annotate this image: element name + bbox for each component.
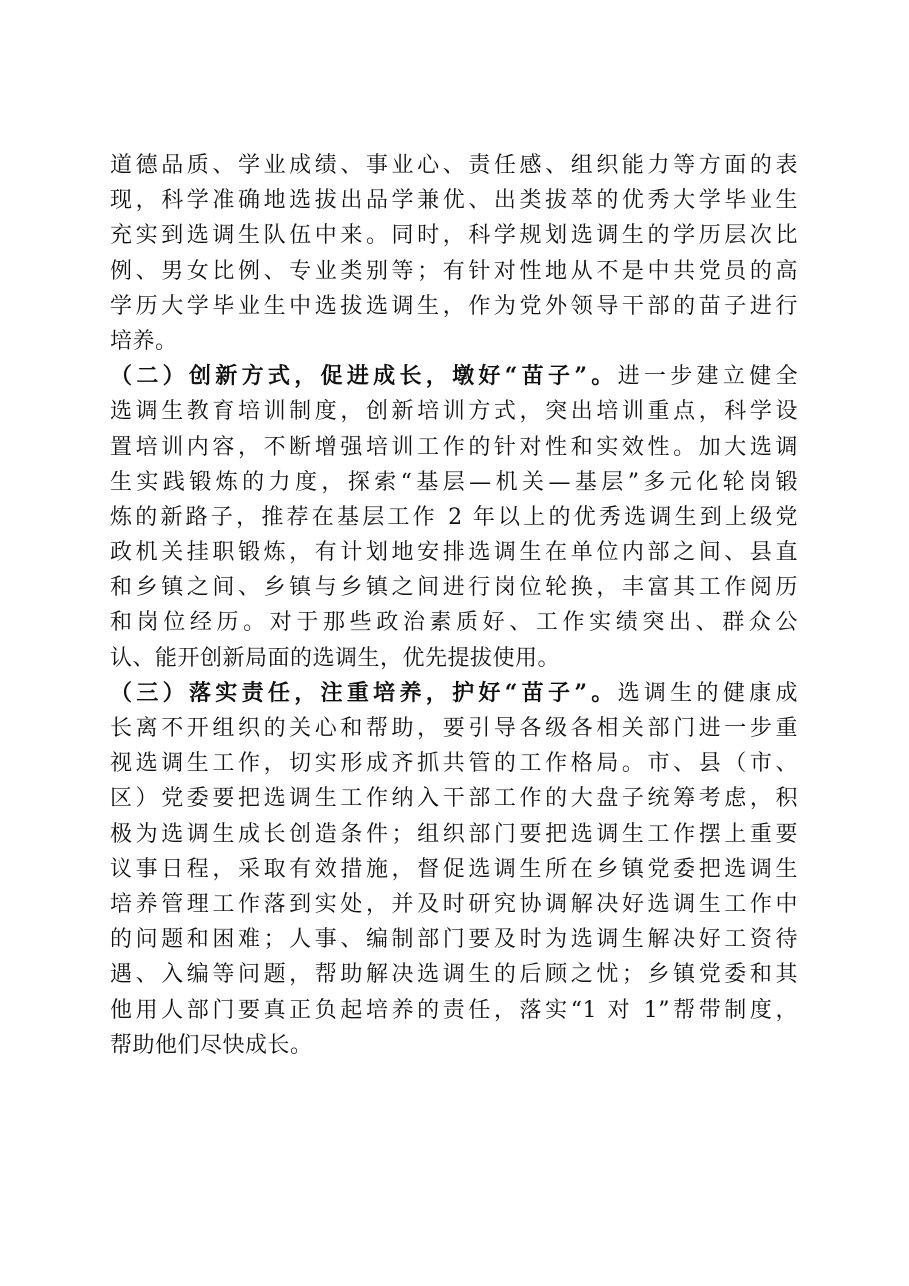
text-line: 生实践锻炼的力度，探索“基层—机关—基层”多元化轮岗锻 xyxy=(110,469,798,495)
text-line: 长离不开组织的关心和帮助，要引导各级各相关部门进一步重 xyxy=(110,716,798,741)
text-line: 例、男女比例、专业类别等；有针对性地从不是中共党员的高 xyxy=(110,258,798,284)
text-line: 充实到选调生队伍中来。同时，科学规划选调生的学历层次比 xyxy=(110,223,798,249)
text-line: 学历大学毕业生中选拔选调生，作为党外领导干部的苗子进行 xyxy=(110,293,798,319)
text-line: 遇、入编等问题，帮助解决选调生的后顾之忧；乡镇党委和其 xyxy=(110,962,798,988)
text-run: 选调生的健康成 xyxy=(617,680,798,706)
paragraph-3 xyxy=(110,676,798,1063)
text-line: 和乡镇之间、乡镇与乡镇之间进行岗位轮换，丰富其工作阅历 xyxy=(110,575,798,601)
document-body xyxy=(110,148,798,1063)
text-line: 选调生教育培训制度，创新培训方式，突出培训重点，科学设 xyxy=(110,399,798,425)
text-line: 极为选调生成长创造条件；组织部门要把选调生工作摆上重要 xyxy=(110,821,798,847)
section-heading-2: （二）创新方式，促进成长，墩好“苗子”。 xyxy=(110,363,618,390)
text-line: 培养管理工作落到实处，并及时研究协调解决好选调生工作中 xyxy=(110,891,798,917)
paragraph-1 xyxy=(110,148,798,359)
paragraph-2 xyxy=(110,359,798,676)
text-line: 帮助他们尽快成长。 xyxy=(110,1032,313,1058)
text-line: 他用人部门要真正负起培养的责任，落实“1 对 1”帮带制度， xyxy=(110,997,798,1023)
paragraph-first-line xyxy=(110,676,798,711)
text-line: 道德品质、学业成绩、事业心、责任感、组织能力等方面的表 xyxy=(110,153,798,178)
text-line: 认、能开创新局面的选调生，优先提拔使用。 xyxy=(110,645,561,671)
text-line: 区）党委要把选调生工作纳入干部工作的大盘子统筹考虑，积 xyxy=(110,786,798,812)
text-line: 培养。 xyxy=(110,328,178,354)
text-line: 炼的新路子，推荐在基层工作 2 年以上的优秀选调生到上级党 xyxy=(110,504,798,530)
text-line: 和岗位经历。对于那些政治素质好、工作实绩突出、群众公 xyxy=(110,610,798,636)
paragraph-first-line xyxy=(110,359,798,394)
text-line: 议事日程，采取有效措施，督促选调生所在乡镇党委把选调生 xyxy=(110,856,798,882)
text-run: 进一步建立健全 xyxy=(617,364,798,390)
section-heading-3: （三）落实责任，注重培养，护好“苗子”。 xyxy=(110,679,618,706)
text-line: 政机关挂职锻炼，有计划地安排选调生在单位内部之间、县直 xyxy=(110,540,798,566)
text-line: 现，科学准确地选拔出品学兼优、出类拔萃的优秀大学毕业生 xyxy=(110,188,798,214)
text-line: 视选调生工作，切实形成齐抓共管的工作格局。市、县（市、 xyxy=(110,751,798,777)
text-line: 的问题和困难；人事、编制部门要及时为选调生解决好工资待 xyxy=(110,927,798,953)
text-line: 置培训内容，不断增强培训工作的针对性和实效性。加大选调 xyxy=(110,434,798,460)
